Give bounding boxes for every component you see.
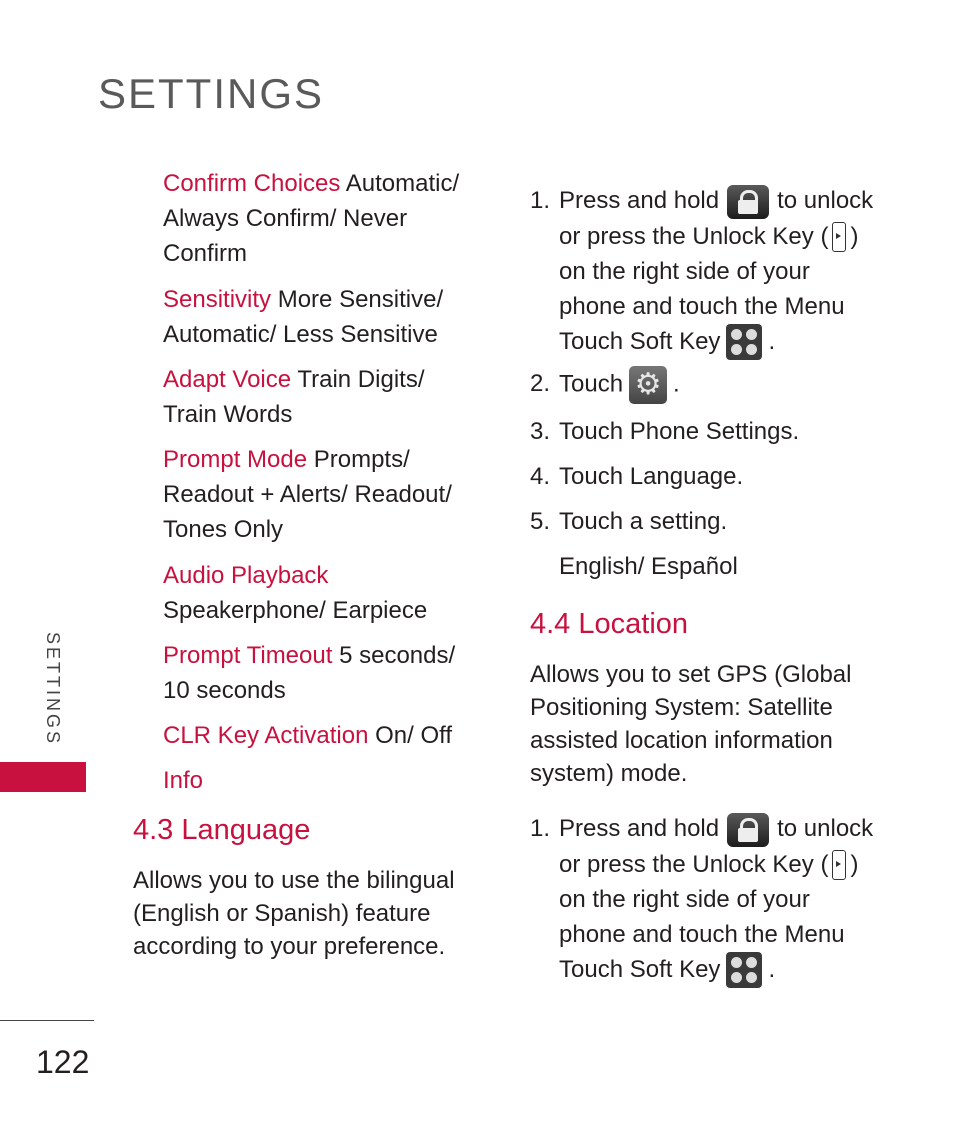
menu-icon <box>726 952 762 988</box>
option-clr-key-activation: CLR Key Activation On/ Off <box>163 722 453 749</box>
unlock-key-icon <box>832 222 846 252</box>
lock-icon <box>727 813 769 847</box>
language-heading: 4.3 Language <box>133 814 311 846</box>
page-number-rule <box>0 1020 94 1021</box>
unlock-key-icon <box>832 850 846 880</box>
location-step-1: 1. Press and hold to unlock or press the Unlock Key ( ) on the right side of your phone and touch the Menu Touch Soft Key . <box>530 811 890 991</box>
menu-icon <box>726 324 762 360</box>
option-info: Info <box>163 767 204 794</box>
lock-icon <box>727 185 769 219</box>
option-confirm-choices: Confirm Choices Automatic/ Always Confirm/ Never Confirm <box>163 170 460 267</box>
language-step-1: 1. Press and hold to unlock or press the Unlock Key ( ) on the right side of your phone and touch the Menu Touch Soft Key . <box>530 183 890 363</box>
option-adapt-voice: Adapt Voice Train Digits/ Train Words <box>163 366 425 428</box>
settings-gear-icon: ⚙ <box>629 366 667 404</box>
section-tab-marker <box>0 762 86 792</box>
side-section-label: SETTINGS <box>43 632 63 747</box>
option-prompt-timeout: Prompt Timeout 5 seconds/ 10 seconds <box>163 642 456 704</box>
page-number: 122 <box>36 1044 90 1080</box>
page-title: SETTINGS <box>98 70 325 117</box>
location-heading: 4.4 Location <box>530 608 689 640</box>
language-description: Allows you to use the bilingual (English or Spanish) feature according to your preference. <box>133 867 455 960</box>
option-audio-playback: Audio Playback Speakerphone/ Earpiece <box>163 562 428 624</box>
location-description: Allows you to set GPS (Global Positioning System: Satellite assisted location information system) mode. <box>530 661 852 787</box>
language-setting-values: English/ Español <box>559 553 738 580</box>
option-sensitivity: Sensitivity More Sensitive/ Automatic/ Less Sensitive <box>163 286 444 348</box>
option-prompt-mode: Prompt Mode Prompts/ Readout + Alerts/ Readout/ Tones Only <box>163 446 452 543</box>
